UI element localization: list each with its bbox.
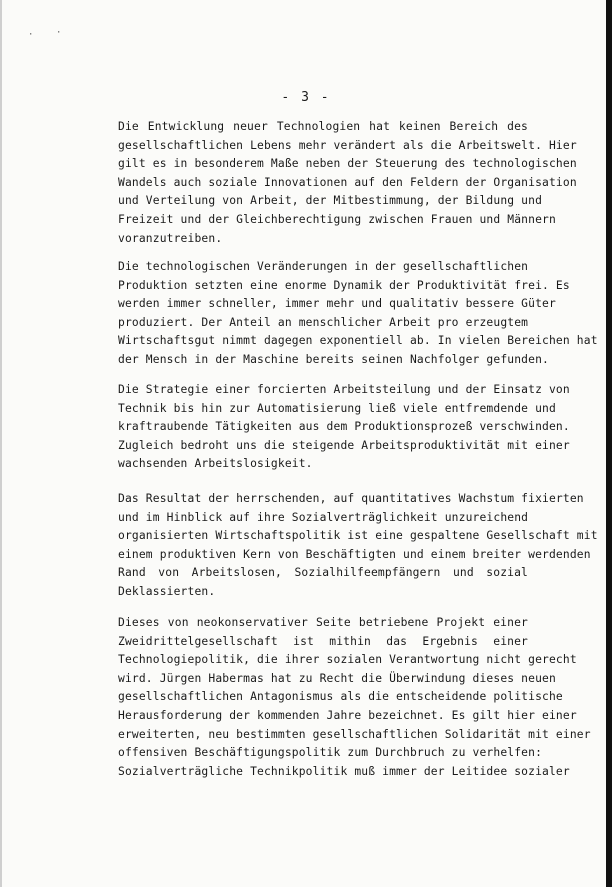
text-line: produziert. Der Anteil an menschlicher Arbeit pro erzeugtem: [118, 315, 529, 329]
text-line: Produktion setzten eine enorme Dynamik der Produktivität frei. Es: [118, 278, 570, 292]
text-line: Technologiepolitik, die ihrer sozialen Verantwortung nicht gerecht: [118, 653, 577, 667]
text-line: und Verteilung von Arbeit, der Mitbestimmung, der Bildung und: [118, 194, 543, 208]
text-line: Zweidrittelgesellschaft ist mithin das Ergebnis einer: [118, 634, 528, 648]
text-line: Sozialverträgliche Technikpolitik muß immer der Leitidee sozialer: [118, 764, 570, 778]
text-line: erweiterten, neu bestimmten gesellschaftlichen Solidarität mit einer: [118, 727, 591, 741]
text-line: gesellschaftlichen Lebens mehr verändert als die Arbeitswelt. Hier: [118, 138, 577, 152]
text-line: organisierten Wirtschaftspolitik ist eine gespaltene Gesellschaft mit: [118, 529, 598, 543]
text-line: Wirtschaftsgut nimmt dagegen exponentiell ab. In vielen Bereichen hat: [118, 334, 598, 348]
text-line: Technik bis hin zur Automatisierung ließ viele entfremdende und: [118, 401, 556, 415]
paragraph-2: [118, 258, 598, 370]
scan-speck: ·: [28, 30, 34, 40]
paragraph-1: [118, 118, 577, 248]
text-line: gilt es in besonderem Maße neben der Steuerung des technologischen: [118, 157, 577, 171]
text-line: gesellschaftlichen Antagonismus als die entscheidende politische: [118, 690, 563, 704]
paragraph-4: [118, 490, 598, 602]
text-line: Herausforderung der kommenden Jahre bezeichnet. Es gilt hier einer: [118, 708, 577, 722]
text-line: wachsenden Arbeitslosigkeit.: [118, 457, 313, 471]
text-line: Rand von Arbeitslosen, Sozialhilfeempfängern und sozial: [118, 566, 528, 580]
text-line: und im Hinblick auf ihre Sozialverträglichkeit unzureichend: [118, 510, 529, 524]
text-line: Deklassierten.: [118, 584, 216, 598]
text-line: wird. Jürgen Habermas hat zu Recht die Überwindung dieses neuen: [118, 671, 556, 685]
text-line: werden immer schneller, immer mehr und qualitativ bessere Güter: [118, 297, 556, 311]
scan-edge-right: [606, 0, 612, 887]
scan-speck: ·: [56, 28, 62, 38]
paragraph-3: [118, 381, 570, 474]
text-line: Die Entwicklung neuer Technologien hat keinen Bereich des: [118, 120, 528, 133]
text-line: Freizeit und der Gleichberechtigung zwischen Frauen und Männern: [118, 212, 556, 226]
text-line: Die technologischen Veränderungen in der gesellschaftlichen: [118, 260, 529, 273]
text-line: der Mensch in der Maschine bereits seinen Nachfolger gefunden.: [118, 352, 549, 366]
text-line: voranzutreiben.: [118, 231, 223, 245]
text-line: Dieses von neokonservativer Seite betriebene Projekt einer: [118, 616, 528, 629]
text-line: Zugleich bedroht uns die steigende Arbeitsproduktivität mit einer: [118, 438, 570, 452]
scan-edge-left: [0, 0, 2, 887]
page-number: - 3 -: [281, 90, 331, 105]
text-line: kraftraubende Tätigkeiten aus dem Produktionsprozeß verschwinden.: [118, 420, 570, 434]
text-line: Wandels auch soziale Innovationen auf den Feldern der Organisation: [118, 175, 577, 189]
text-line: einem produktiven Kern von Beschäftigten und einem breiter werdenden: [118, 547, 591, 561]
text-line: offensiven Beschäftigungspolitik zum Durchbruch zu verhelfen:: [118, 746, 543, 760]
paragraph-5: [118, 614, 591, 781]
text-line: Die Strategie einer forcierten Arbeitsteilung und der Einsatz von: [118, 383, 570, 396]
text-line: Das Resultat der herrschenden, auf quantitatives Wachstum fixierten: [118, 492, 584, 505]
